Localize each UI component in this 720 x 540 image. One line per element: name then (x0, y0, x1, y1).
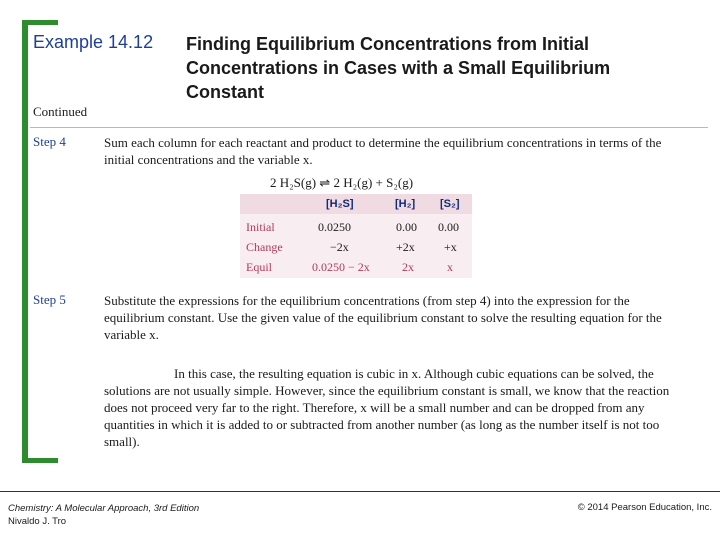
step5-paragraph (104, 365, 676, 450)
footer-copyright: © 2014 Pearson Education, Inc. (577, 502, 712, 513)
example-title: Finding Equilibrium Concentrations from Initial Concentrations in Cases with a Small Equilibrium Constant (186, 34, 611, 102)
cell-initial-h2: 0.00 (396, 220, 417, 234)
ice-table-header (240, 194, 472, 214)
cell-equil-h2s: 0.0250 − 2x (312, 260, 370, 274)
ice-table (240, 194, 472, 278)
col-header-h2s: [H₂S] (326, 198, 354, 210)
step4-text: Sum each column for each reactant and product to determine the equilibrium concentrations in terms of the initial concentrations and the variable x. (104, 135, 662, 167)
footer-book: Chemistry: A Molecular Approach, 3rd Edition (8, 503, 200, 514)
step4-label: Step 4 (33, 134, 66, 149)
green-bracket-decoration (22, 20, 58, 463)
row-label-equil: Equil (246, 260, 272, 274)
divider-line (30, 127, 708, 128)
cell-equil-h2: 2x (402, 260, 414, 274)
step5-label: Step 5 (33, 292, 66, 307)
cell-initial-h2s: 0.0250 (318, 220, 351, 234)
col-header-h2: [H₂] (395, 198, 416, 210)
example-number: Example 14.12 (33, 32, 154, 52)
col-header-s2: [S₂] (440, 198, 460, 210)
step5-paragraph-text: In this case, the resulting equation is cubic in x. Although cubic equations can be solved, the solutions are not usually simple. However, since the equilibrium constant is small, we know that the reaction does not proceed very far to the right. Therefore, x will be a small number and can be dropped from any quantities in which it is added to or subtracted from another number (as long as the number itself is not too small). (104, 366, 670, 449)
reaction-equation: 2 H₂S(g) ⇌ 2 H₂(g) + S₂(g) (270, 175, 414, 190)
footer-author: Nivaldo J. Tro (8, 516, 67, 527)
row-label-initial: Initial (246, 220, 275, 234)
cell-change-s2: +x (444, 240, 457, 254)
cell-initial-s2: 0.00 (438, 220, 459, 234)
step5-text: Substitute the expressions for the equilibrium concentrations (from step 4) into the expression for the equilibrium constant. Use the given value of the equilibrium constant to solve the resulting equation for the variable x. (104, 293, 662, 342)
footer-credits (8, 502, 199, 528)
footer-divider (0, 491, 720, 492)
row-label-change: Change (246, 240, 283, 254)
cell-equil-s2: x (447, 260, 453, 274)
continued-label: Continued (33, 104, 88, 119)
cell-change-h2s: −2x (330, 240, 349, 254)
cell-change-h2: +2x (396, 240, 415, 254)
